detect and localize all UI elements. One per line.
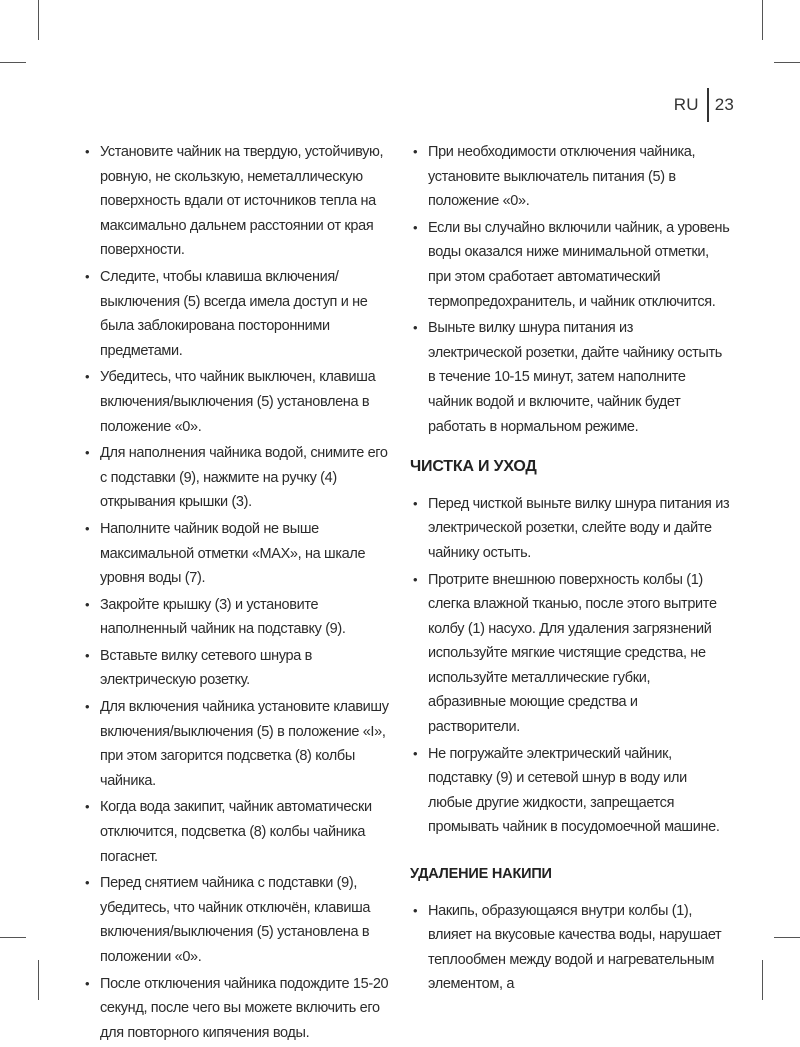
list-item: • Следите, чтобы клавиша включения/выключения (5) всегда имела доступ и не была заблокирована посторонними предметами.: [82, 265, 392, 363]
bullet-icon: •: [413, 745, 418, 761]
cleaning-heading: ЧИСТКА И УХОД: [410, 458, 537, 476]
bullet-icon: •: [413, 144, 418, 159]
instructions-list: [82, 140, 392, 1045]
bullet-icon: •: [85, 799, 90, 815]
intro-list: [410, 140, 730, 439]
list-item: • Накипь, образующаяся внутри колбы (1), влияет на вкусовые качества воды, нарушает теплообмен между водой и нагревательным элементом, а: [410, 899, 730, 997]
bullet-icon: •: [413, 320, 418, 336]
bullet-icon: •: [85, 647, 90, 663]
list-item: • Перед снятием чайника с подставки (9), убедитесь, что чайник отключён, клавиша включения/выключения (5) установлена в положении «0».: [82, 871, 392, 969]
list-item: • Протрите внешнюю поверхность колбы (1) слегка влажной тканью, после этого вытрите колбу (1) насухо. Для удаления загрязнений используйте мягкие чистящие средства, не используйте металлические губки, абразивные моющие средства и растворители.: [410, 568, 730, 740]
crop-mark: [774, 62, 800, 63]
list-item: • Для наполнения чайника водой, снимите его с подставки (9), нажмите на ручку (4) открывания крышки (3).: [82, 441, 392, 515]
cleaning-list: [410, 492, 730, 840]
list-item: • Закройте крышку (3) и установите наполненный чайник на подставку (9).: [82, 593, 392, 642]
list-item: • Если вы случайно включили чайник, а уровень воды оказался ниже минимальной отметки, при этом сработает автоматический термопредохранитель, и чайник отключится.: [410, 216, 730, 314]
descaling-list: [410, 899, 730, 997]
bullet-icon: •: [85, 596, 90, 612]
list-item: • Убедитесь, что чайник выключен, клавиша включения/выключения (5) установлена в положение «0».: [82, 365, 392, 439]
list-item: • Когда вода закипит, чайник автоматически отключится, подсветка (8) колбы чайника погаснет.: [82, 795, 392, 869]
bullet-icon: •: [85, 268, 90, 284]
crop-mark: [38, 960, 39, 1000]
bullet-icon: •: [85, 975, 90, 991]
list-item: • После отключения чайника подождите 15-20 секунд, после чего вы можете включить его для повторного кипячения воды.: [82, 972, 392, 1046]
list-item: • Вставьте вилку сетевого шнура в электрическую розетку.: [82, 644, 392, 693]
list-item: • Для включения чайника установите клавишу включения/выключения (5) в положение «I», при этом загорится подсветка (8) колбы чайника.: [82, 695, 392, 793]
header-divider: [707, 88, 709, 122]
list-item: • Выньте вилку шнура питания из электрической розетки, дайте чайнику остыть в течение 10-15 минут, затем наполните чайник водой и включите, чайник будет работать в нормальном режиме.: [410, 316, 730, 439]
bullet-icon: •: [413, 495, 418, 511]
list-item: • Не погружайте электрический чайник, подставку (9) и сетевой шнур в воду или любые другие жидкости, запрещается промывать чайник в посудомоечной машине.: [410, 742, 730, 840]
crop-mark: [0, 937, 26, 938]
list-item: • При необходимости отключения чайника, установите выключатель питания (5) в положение «0».: [410, 140, 730, 214]
list-item: • Установите чайник на твердую, устойчивую, ровную, не скользкую, неметаллическую поверхность вдали от источников тепла на максимально дальнем расстоянии от края поверхности.: [82, 140, 392, 263]
bullet-icon: •: [85, 699, 90, 715]
crop-mark: [762, 960, 763, 1000]
crop-mark: [38, 0, 39, 40]
right-column: [410, 140, 730, 999]
list-item: • Наполните чайник водой не выше максимальной отметки «MAX», на шкале уровня воды (7).: [82, 517, 392, 591]
left-column: [82, 140, 392, 1047]
bullet-icon: •: [85, 369, 90, 385]
bullet-icon: •: [413, 902, 418, 918]
page-number: 23: [714, 95, 734, 114]
descaling-heading: УДАЛЕНИЕ НАКИПИ: [410, 866, 552, 883]
crop-mark: [762, 0, 763, 40]
bullet-icon: •: [85, 144, 90, 159]
list-item: • Перед чисткой выньте вилку шнура питания из электрической розетки, слейте воду и дайте чайнику остыть.: [410, 492, 730, 566]
bullet-icon: •: [85, 445, 90, 461]
crop-mark: [0, 62, 26, 63]
bullet-icon: •: [85, 520, 90, 536]
bullet-icon: •: [413, 571, 418, 587]
crop-mark: [774, 937, 800, 938]
bullet-icon: •: [413, 219, 418, 235]
bullet-icon: •: [85, 875, 90, 891]
language-code: RU: [673, 95, 699, 114]
page-header: [674, 88, 734, 122]
